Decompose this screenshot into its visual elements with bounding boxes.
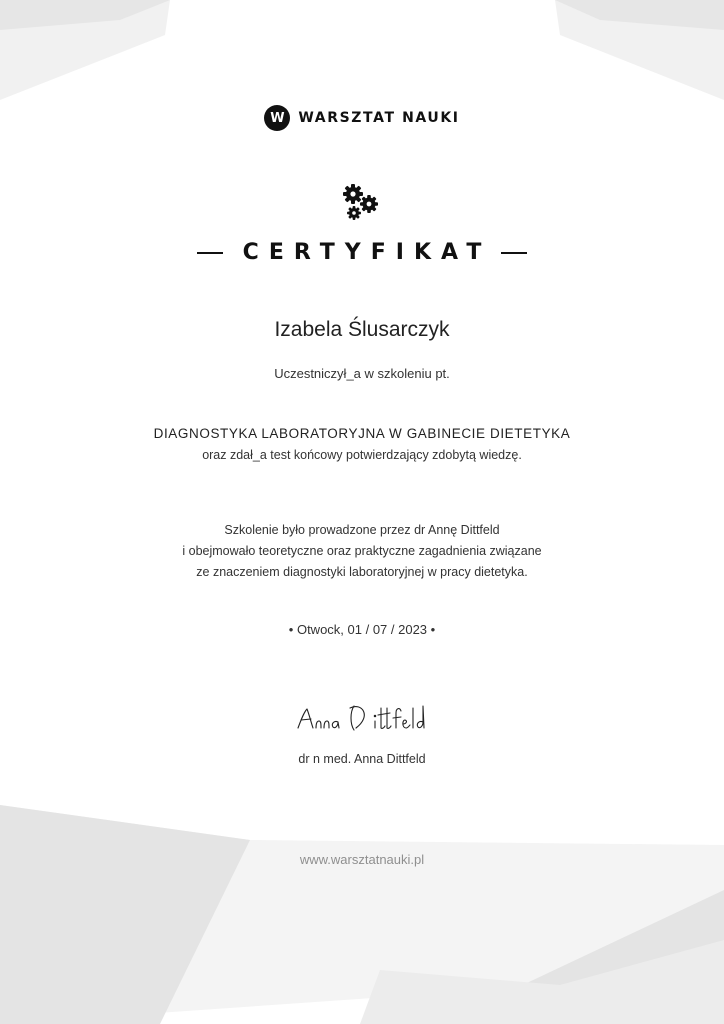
brand-header	[0, 105, 724, 131]
title-dash-right	[501, 252, 527, 254]
test-line: oraz zdał_a test końcowy potwierdzający zdobytą wiedzę.	[202, 448, 522, 462]
place-and-date: • Otwock, 01 / 07 / 2023 •	[288, 622, 436, 637]
title-dash-left	[197, 252, 223, 254]
participation-line: Uczestniczył_a w szkoleniu pt.	[274, 366, 450, 381]
description-line: ze znaczeniem diagnostyki laboratoryjnej w pracy dietetyka.	[196, 565, 528, 579]
signer-name: dr n med. Anna Dittfeld	[298, 752, 426, 766]
gears-icon	[340, 183, 384, 223]
brand-name: WARSZTAT NAUKI	[298, 110, 460, 126]
description-line: Szkolenie było prowadzone przez dr Annę Dittfeld	[224, 523, 500, 537]
course-title: DIAGNOSTYKA LABORATORYJNA W GABINECIE DIETETYKA	[153, 426, 571, 441]
certificate-heading	[0, 240, 724, 265]
handwritten-signature	[292, 700, 432, 736]
recipient-name: Izabela Ślusarczyk	[274, 318, 450, 341]
brand-logo-icon	[264, 105, 290, 131]
brand-logo-letter: W	[270, 110, 285, 126]
training-description	[0, 520, 724, 583]
certificate-title: CERTYFIKAT	[242, 240, 492, 265]
website-link[interactable]: www.warsztatnauki.pl	[299, 852, 425, 867]
description-line: i obejmowało teoretyczne oraz praktyczne zagadnienia związane	[182, 544, 542, 558]
